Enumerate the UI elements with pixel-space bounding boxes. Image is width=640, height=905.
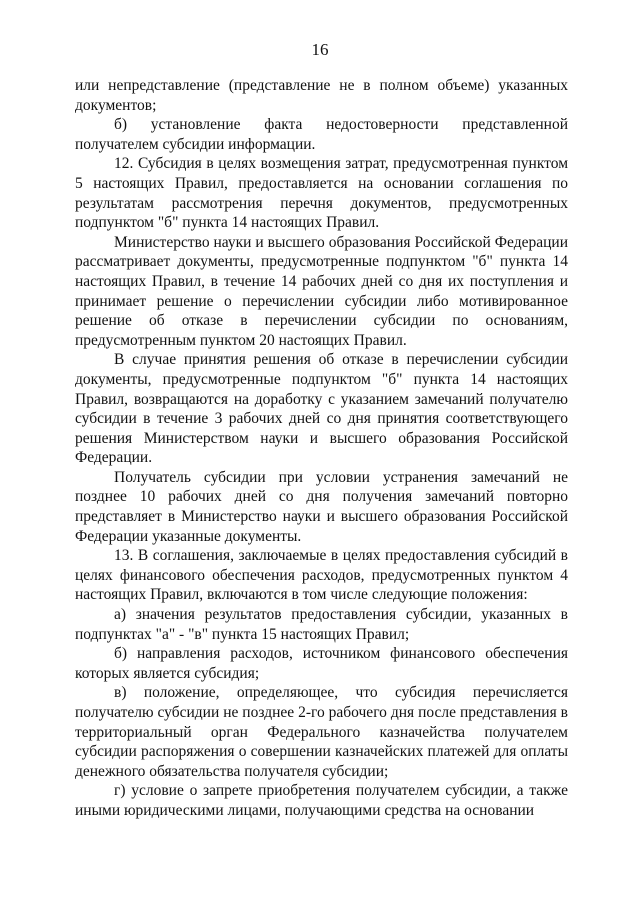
paragraph-subitem-b-directions: б) направления расходов, источником финансового обеспечения которых является субсидия;	[75, 645, 568, 682]
paragraph-subitem-b: б) установление факта недостоверности представленной получателем субсидии информации.	[75, 116, 568, 153]
paragraph-subitem-g: г) условие о запрете приобретения получателем субсидии, а также иными юридическими лицами, получающими средства на основании	[75, 782, 568, 819]
document-body	[75, 76, 568, 821]
paragraph-subitem-v: в) положение, определяющее, что субсидия перечисляется получателю субсидии не позднее 2-го рабочего дня после представления в территориальный орган Федерального казначейства получателем субсидии распоряжения о совершении казначейских платежей для оплаты денежного обязательства получателя субсидии;	[75, 684, 568, 780]
paragraph-clause-13: 13. В соглашения, заключаемые в целях предоставления субсидий в целях финансового обеспечения расходов, предусмотренных пунктом 4 настоящих Правил, включаются в том числе следующие положения:	[75, 547, 568, 604]
paragraph-continuation: или непредставление (представление не в полном объеме) указанных документов;	[75, 77, 568, 114]
page-number: 16	[311, 40, 329, 59]
paragraph-resubmission: Получатель субсидии при условии устранения замечаний не позднее 10 рабочих дней со дня получения замечаний повторно представляет в Министерство науки и высшего образования Российской Федерации указанные документы.	[75, 468, 568, 545]
paragraph-clause-12: 12. Субсидия в целях возмещения затрат, предусмотренная пунктом 5 настоящих Правил, предоставляется на основании соглашения по результатам рассмотрения перечня документов, предусмотренных подпунктом "б" пункта 14 настоящих Правил.	[75, 155, 568, 232]
paragraph-subitem-a: а) значения результатов предоставления субсидии, указанных в подпунктах "а" - "в" пункта 15 настоящих Правил;	[75, 606, 568, 643]
paragraph-refusal-case: В случае принятия решения об отказе в перечислении субсидии документы, предусмотренные подпунктом "б" пункта 14 настоящих Правил, возвращаются на доработку с указанием замечаний получателю субсидии в течение 3 рабочих дней со дня принятия соответствующего решения Министерством науки и высшего образования Российской Федерации.	[75, 351, 568, 467]
paragraph-ministry-review: Министерство науки и высшего образования Российской Федерации рассматривает документы, предусмотренные подпунктом "б" пункта 14 настоящих Правил, в течение 14 рабочих дней со дня их поступления и принимает решение о перечислении субсидии либо мотивированное решение об отказе в перечислении субсидии по основаниям, предусмотренным пунктом 20 настоящих Правил.	[75, 233, 568, 349]
